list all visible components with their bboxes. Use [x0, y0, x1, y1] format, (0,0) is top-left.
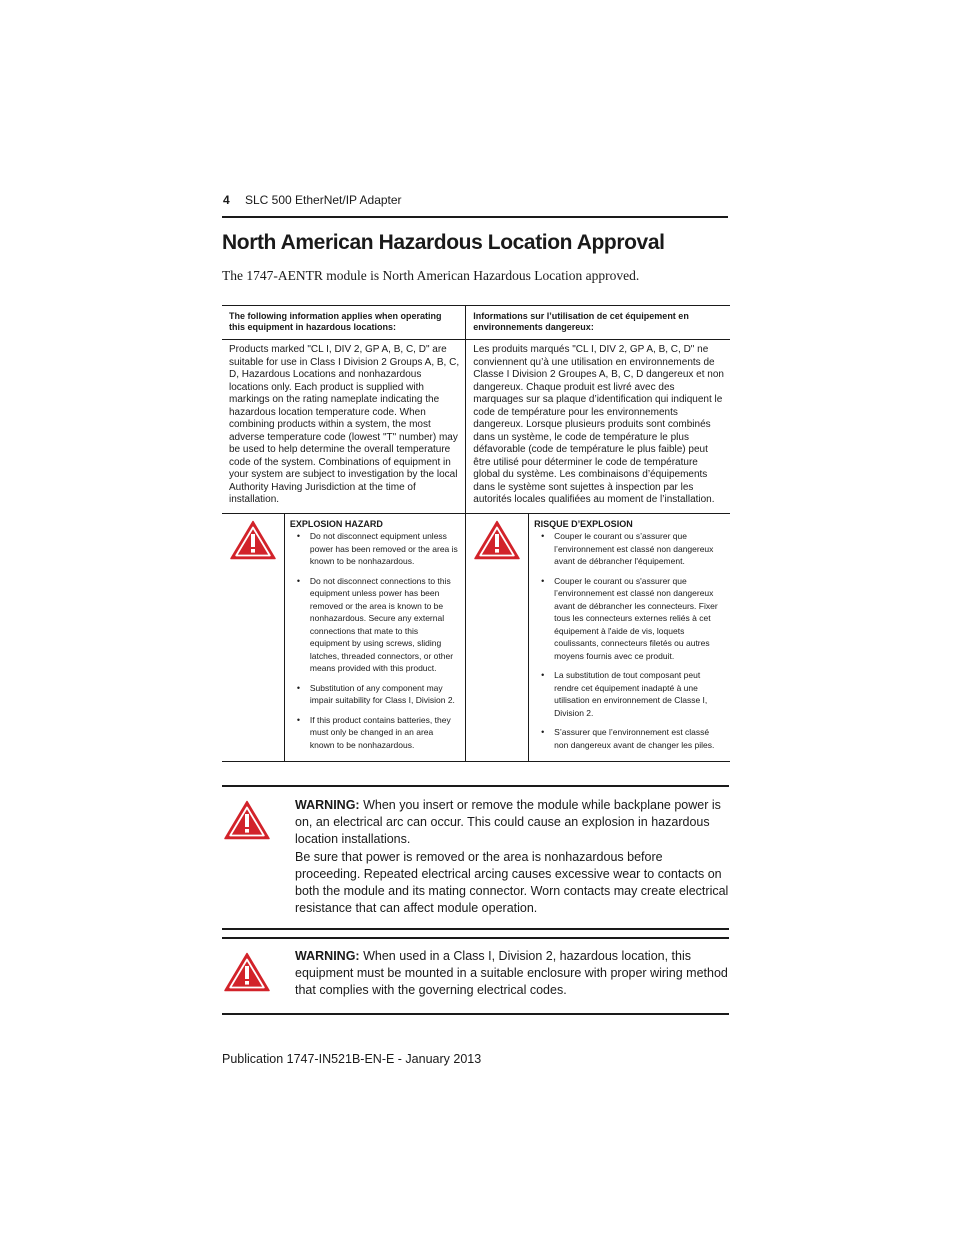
- page-header: [222, 192, 728, 218]
- list-item: • Couper le courant ou s'assurer que l’environnement est classé non dangereux avant de débrancher les connecteurs. Fixer tous les connecteurs externes reliés à cet équipement à l'aide de vis, loquets coulissants, connecteurs filetés ou autres moyens fournis avec ce produit.: [554, 575, 724, 663]
- warning-paragraph: [295, 797, 729, 849]
- french-hazard-cell: [529, 513, 730, 762]
- french-header-cell: [466, 306, 730, 340]
- english-body-cell: [222, 340, 466, 514]
- french-body: Les produits marqués "CL I, DIV 2, GP A, B, C, D" ne conviennent qu’à une utilisation en environnements de Classe I Division 2 Groupes A, B, C, D dangereux et non dangereux. Chaque produit est livré avec des marquages sur sa plaque d’identification qui indiquent le code de température pour les environnements dangereux. Lorsque plusieurs produits sont combinés dans un système, le code de température le plus défavorable (code de température le plus faible) peut être utilisé pour déterminer le code de température global du système. Les combinaisons d’équipements dans le système sont sujettes à inspection par les autorités locales qualifiées au moment de l’installation.: [473, 344, 724, 505]
- warning-triangle-icon: [224, 952, 270, 992]
- french-hazard-list: [534, 530, 724, 751]
- warning-label: WARNING:: [295, 798, 360, 812]
- english-hazard-title: EXPLOSION HAZARD: [289, 518, 383, 529]
- warning-label: WARNING:: [295, 949, 360, 963]
- list-item: • Substitution of any component may impair suitability for Class I, Division 2.: [310, 682, 459, 707]
- english-hazard-list: [290, 530, 459, 751]
- warning-triangle-icon: [474, 520, 520, 560]
- warning-paragraph-2: Be sure that power is removed or the area is nonhazardous before proceeding. Repeated electrical arcing causes excessive wear to contacts on both the module and its mating connector. Worn contacts may create electrical resistance that can affect module operation.: [295, 849, 729, 916]
- section-intro: The 1747-AENTR module is North American Hazardous Location approved.: [222, 268, 640, 283]
- french-hazard-title: RISQUE D’EXPLOSION: [534, 518, 633, 529]
- french-body-cell: [466, 340, 730, 514]
- warning-message: When you insert or remove the module while backplane power is on, an electrical arc can occur. This could cause an explosion in hazardous location installations.: [295, 798, 721, 847]
- warning-triangle-icon: [224, 800, 270, 840]
- warning-text: [295, 797, 729, 917]
- english-header: The following information applies when operating this equipment in hazardous locations:: [229, 311, 442, 332]
- list-item: • Couper le courant ou s’assurer que l’environnement est classé non dangereux avant de débrancher l'équipement.: [554, 530, 724, 568]
- list-item: • S’assurer que l’environnement est classé non dangereux avant de changer les piles.: [554, 726, 724, 751]
- warning-triangle-icon: [230, 520, 276, 560]
- english-body: Products marked "CL I, DIV 2, GP A, B, C, D" are suitable for use in Class I Division 2 Groups A, B, C, D, Hazardous Locations and nonhazardous locations only. Each product is supplied with markings on the rating nameplate indicating the hazardous location temperature code. When combining products within a system, the most adverse temperature code (lowest "T" number) may be used to help determine the overall temperature code of the system. Combinations of equipment in your system are subject to investigation by the local Authority Having Jurisdiction at the time of installation.: [229, 344, 460, 505]
- list-item: • If this product contains batteries, they must only be changed in an area known to be nonhazardous.: [310, 714, 459, 752]
- list-item: • La substitution de tout composant peut rendre cet équipement inadapté à une utilisation en environnement de Classe I, Division 2.: [554, 669, 724, 719]
- section-title: North American Hazardous Location Approval: [222, 231, 665, 254]
- warning-message: When used in a Class I, Division 2, hazardous location, this equipment must be mounted in a suitable enclosure with proper wiring method that complies with the governing electrical codes.: [295, 949, 728, 998]
- list-item: • Do not disconnect equipment unless power has been removed or the area is known to be nonhazardous.: [310, 530, 459, 568]
- french-header: Informations sur l’utilisation de cet équipement en environnements dangereux:: [473, 311, 689, 332]
- hazardous-location-table: [222, 305, 730, 762]
- english-header-cell: [222, 306, 466, 340]
- english-hazard-cell: [284, 513, 465, 762]
- french-hazard-icon-cell: [466, 513, 529, 762]
- english-hazard-icon-cell: [222, 513, 284, 762]
- document-title: SLC 500 EtherNet/IP Adapter: [245, 193, 402, 207]
- list-item: • Do not disconnect connections to this equipment unless power has been removed or the area is known to be nonhazardous. Secure any external connections that mate to this equipment by using screws, sliding latches, threaded connectors, or other means provided with this product.: [310, 575, 459, 675]
- warning-box-arc: [222, 785, 729, 930]
- page-number: 4: [223, 193, 230, 207]
- warning-text: [295, 948, 729, 1000]
- publication-footer: Publication 1747-IN521B-EN-E - January 2013: [222, 1052, 482, 1066]
- warning-box-enclosure: [222, 937, 729, 1015]
